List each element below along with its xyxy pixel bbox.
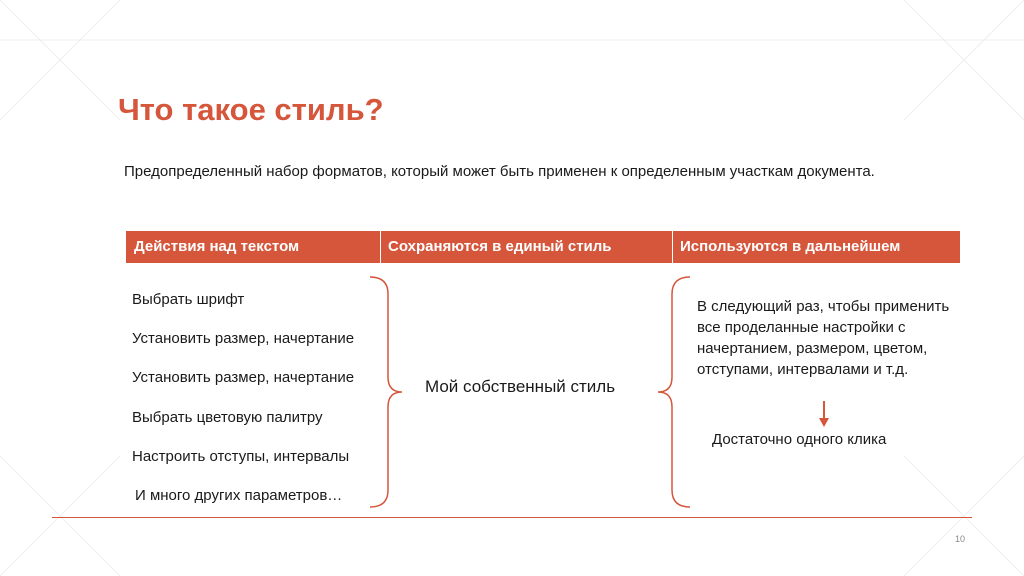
slide-subtitle: Предопределенный набор форматов, который может быть применен к определенным участкам документа. bbox=[124, 163, 875, 180]
footer-divider bbox=[52, 517, 972, 518]
header-used: Используются в дальнейшем bbox=[680, 238, 901, 255]
one-click-label: Достаточно одного клика bbox=[712, 431, 887, 448]
action-item: Установить размер, начертание bbox=[132, 369, 355, 386]
slide-title: Что такое стиль? bbox=[118, 92, 384, 127]
own-style-label: Мой собственный стиль bbox=[425, 377, 616, 396]
action-item: Выбрать цветовую палитру bbox=[132, 409, 323, 426]
page-number: 10 bbox=[955, 534, 966, 544]
table-header-bar bbox=[126, 231, 960, 263]
header-actions: Действия над текстом bbox=[134, 238, 300, 255]
action-item: И много других параметров… bbox=[135, 487, 343, 504]
action-item: Настроить отступы, интервалы bbox=[132, 448, 350, 465]
header-saved: Сохраняются в единый стиль bbox=[388, 238, 612, 255]
result-text: В следующий раз, чтобы применить все проделанные настройки с начертанием, размером, цветом, отступами, интервалами и т.д. bbox=[697, 298, 950, 378]
header-divider bbox=[380, 231, 381, 263]
action-item: Установить размер, начертание bbox=[132, 330, 355, 347]
header-divider bbox=[672, 231, 673, 263]
action-item: Выбрать шрифт bbox=[132, 291, 245, 308]
